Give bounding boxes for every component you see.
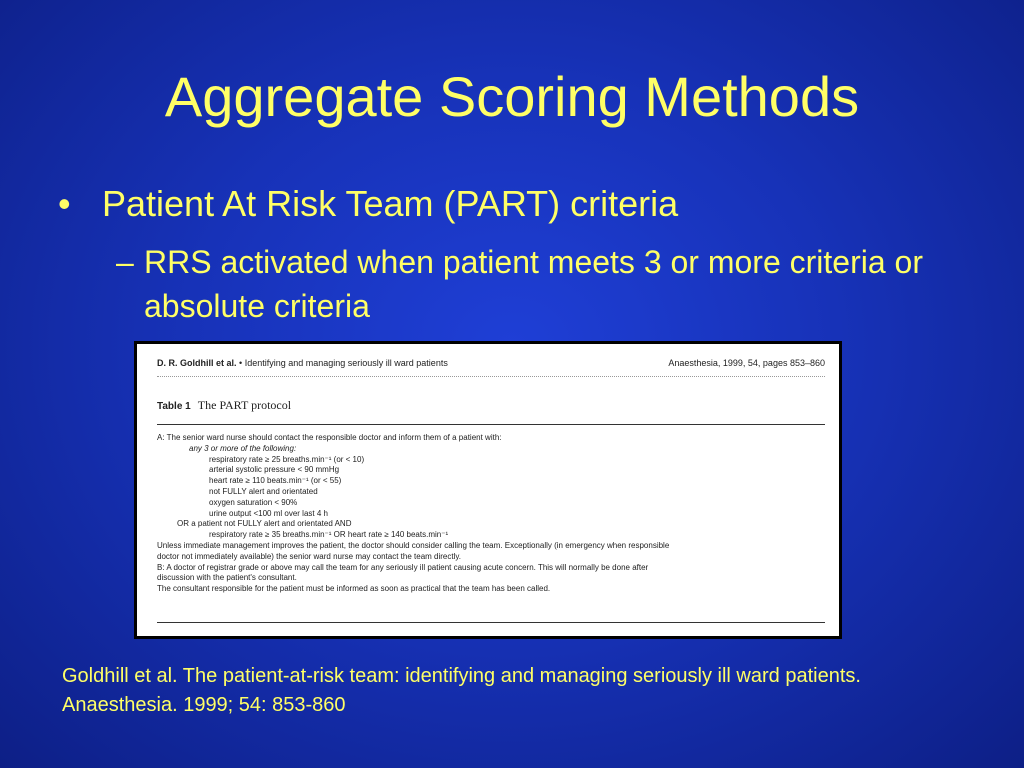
table-caption [157,398,291,413]
bullet-text: Patient At Risk Team (PART) criteria [102,183,679,224]
protocol-line: oxygen saturation < 90% [209,497,298,507]
article-header [157,358,448,368]
table-bottom-rule [157,622,825,623]
article-topic: Identifying and managing seriously ill ward patients [244,358,448,368]
protocol-line: any 3 or more of the following: [189,443,297,453]
protocol-line: respiratory rate ≥ 35 breaths.min⁻¹ OR heart rate ≥ 140 beats.min⁻¹ [209,530,449,540]
sub-bullet-text: RRS activated when patient meets 3 or more criteria or absolute criteria [144,244,923,324]
article-table-image [134,341,842,639]
article-author: D. R. Goldhill et al. [157,358,237,368]
protocol-line: doctor not immediately available) the senior ward nurse may contact the team directly. [157,551,461,561]
table-label: Table 1 [157,401,191,412]
citation-caption: Goldhill et al. The patient-at-risk team: identifying and managing seriously ill ward patients. Anaesthesia. 1999; 54: 853-860 [62,665,861,716]
table-top-rule [157,424,825,425]
protocol-line: The consultant responsible for the patient must be informed as soon as practical that the team has been called. [157,584,551,594]
header-divider [157,376,825,377]
bullet-marker: • [58,183,71,224]
protocol-line: discussion with the patient's consultant. [157,573,297,583]
sub-bullet-marker: – [116,244,134,280]
protocol-line: OR a patient not FULLY alert and orientated AND [177,519,352,529]
slide-title: Aggregate Scoring Methods [164,65,860,128]
protocol-line: respiratory rate ≥ 25 breaths.min⁻¹ (or < 10) [209,454,365,464]
protocol-text [157,433,829,595]
header-separator: • [239,358,243,368]
protocol-line: urine output <100 ml over last 4 h [209,508,328,518]
article-journal: Anaesthesia, 1999, 54, pages 853–860 [668,358,825,368]
protocol-line: A: The senior ward nurse should contact the responsible doctor and inform them of a patient with: [157,433,502,442]
protocol-line: Unless immediate management improves the patient, the doctor should consider calling the team. Exceptionally (in emergency when responsible [157,540,670,550]
protocol-line: not FULLY alert and orientated [209,486,318,496]
protocol-line: arterial systolic pressure < 90 mmHg [209,465,340,475]
protocol-line: heart rate ≥ 110 beats.min⁻¹ (or < 55) [209,476,342,486]
table-name: The PART protocol [197,398,292,412]
protocol-line: B: A doctor of registrar grade or above may call the team for any seriously ill patient causing acute concern. This will normally be done after [157,562,649,572]
